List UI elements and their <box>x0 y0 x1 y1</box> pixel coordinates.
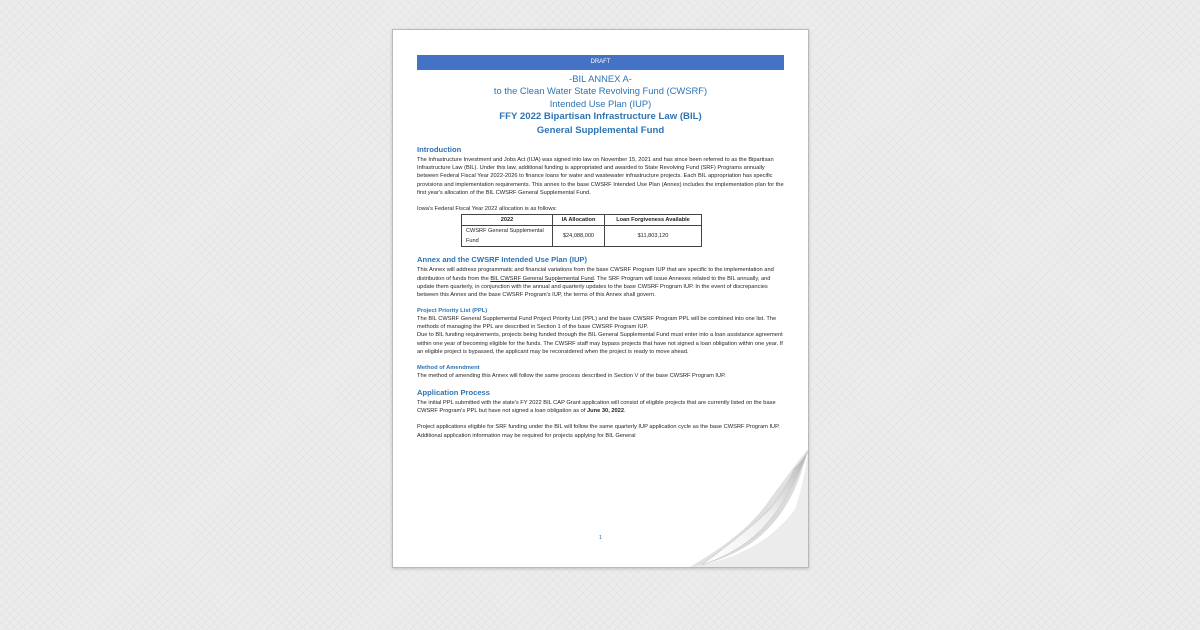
annex-heading: Annex and the CWSRF Intended Use Plan (IUP) <box>417 255 588 265</box>
application-heading: Application Process <box>417 388 491 398</box>
introduction-paragraph: The Infrastructure Investment and Jobs Act (IIJA) was signed into law on November 15, 2021 and has since been referred to as the Bipartisan Infrastructure Law (BIL). Under this law, additional funding is appropriated and awarded to State Revolving Fund (SRF) Programs annually between Federal Fiscal Year 2022-2026 to finance loans for water and wastewater infrastructure projects. Each BIL appropriation has specific provisions and implementation requirements. This annex to the base CWSRF Intended Use Plan (Annex) includes the implementation plan for the first year's allocation of the BIL CWSRF General Supplemental Fund. <box>417 157 784 196</box>
title-line-1: -BIL ANNEX A- <box>569 73 632 84</box>
application-paragraph-1 <box>417 399 784 415</box>
table-header-allocation: IA Allocation <box>553 214 605 226</box>
amendment-heading: Method of Amendment <box>417 364 480 371</box>
document-content <box>417 55 784 440</box>
application-text-start: The initial PPL submitted with the state's FY 2022 BIL CAP Grant application will consist of eligible projects that are currently listed on the base CWSRF Program's PPL but have not signed a loan obligation as of <box>417 400 776 415</box>
draft-banner: DRAFT <box>417 55 784 70</box>
table-row <box>462 226 702 247</box>
application-text-end: . <box>624 408 626 415</box>
title-line-3: Intended Use Plan (IUP) <box>549 97 652 109</box>
ppl-heading: Project Priority List (PPL) <box>417 308 488 315</box>
table-header-year: 2022 <box>462 214 553 226</box>
application-deadline: June 30, 2022 <box>587 408 625 415</box>
annex-text-start: This Annex will address programmatic and financial variations from the base CWSRF Program IUP that are specific to the implementation and distribution of funds from the <box>417 267 774 282</box>
allocation-intro: Iowa's Federal Fiscal Year 2022 allocation is as follows: <box>417 205 557 212</box>
subtitle-line-1: FFY 2022 Bipartisan Infrastructure Law (BIL) <box>499 111 702 123</box>
table-cell-fund: CWSRF General Supplemental Fund <box>462 226 553 247</box>
title-block <box>417 73 784 137</box>
application-paragraph-2: Project applications eligible for SRF funding under the BIL will follow the same quarterly IUP application cycle as the base CWSRF Program IUP. Additional application information may be required for projects applying for BIL General <box>417 424 780 439</box>
page-number: 1 <box>598 535 603 541</box>
introduction-heading: Introduction <box>417 145 462 155</box>
table-cell-allocation: $24,088,000 <box>553 226 605 247</box>
subtitle-line-2: General Supplemental Fund <box>536 124 665 136</box>
amendment-paragraph: The method of amending this Annex will follow the same process described in Section V of the base CWSRF Program IUP. <box>417 372 726 379</box>
table-cell-forgiveness: $11,803,120 <box>605 226 702 247</box>
annex-text-end: . The SRF Program will issue Annexes related to the BIL annually, and update them quarterly, in conjunction with the annual and quarterly updates to the base CWSRF Program IUP. In the event of discrepancies between this Annex and the base CWSRF Program's IUP, the terms of this Annex shall govern. <box>417 275 771 298</box>
ppl-paragraph-1: The BIL CWSRF General Supplemental Fund Project Priority List (PPL) and the base CWSRF Program PPL will be combined into one list. The methods of managing the PPL are described in Section 1 of the base CWSRF Program IUP. <box>417 316 777 331</box>
title-line-2: to the Clean Water State Revolving Fund (CWSRF) <box>493 85 708 97</box>
bil-fund-link[interactable]: BIL CWSRF General Supplemental Fund <box>490 275 594 282</box>
document-page <box>392 29 809 568</box>
annex-paragraph <box>417 266 784 299</box>
allocation-table <box>461 214 702 248</box>
table-header-forgiveness: Loan Forgiveness Available <box>605 214 702 226</box>
ppl-paragraph-2: Due to BIL funding requirements, projects being funded through the BIL General Supplemental Fund must enter into a loan assistance agreement within one year of becoming eligible for the funds. The CWSRF staff may bypass projects that have not signed a loan obligation within one year. If an eligible project is bypassed, the applicant may be reconsidered when the project is ready to move ahead. <box>417 332 783 355</box>
page-curl-icon <box>690 449 808 567</box>
table-header-row <box>462 214 702 226</box>
